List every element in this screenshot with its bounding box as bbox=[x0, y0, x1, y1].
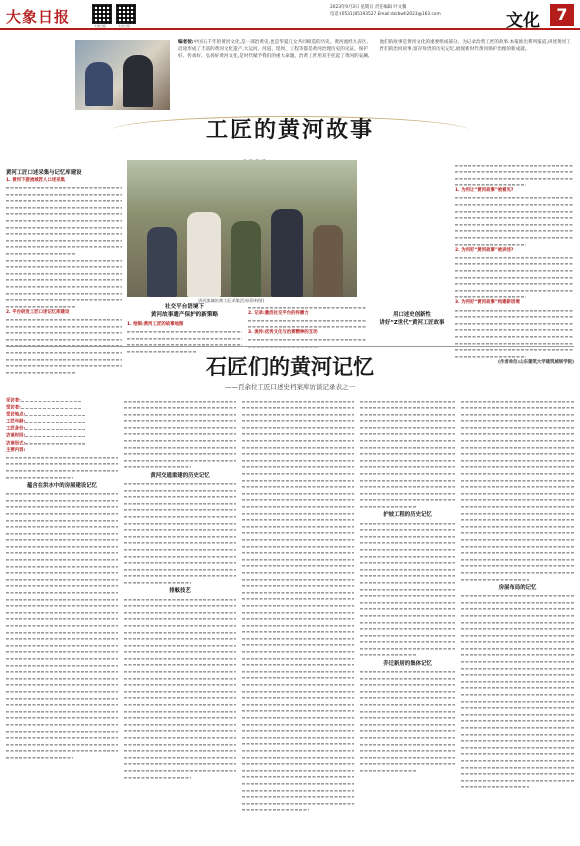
subheading: 1. 绘制:黄河工匠的故事地图 bbox=[127, 322, 184, 327]
person-figure bbox=[313, 225, 343, 297]
author-note: (作者单位:山东建筑大学建筑城规学院) bbox=[497, 359, 574, 365]
section-heading: 护坡工程的历史记忆 bbox=[383, 512, 432, 519]
editor-note bbox=[178, 40, 573, 60]
profile-label: 工匠年龄: bbox=[6, 419, 26, 425]
profile-label: 访谈时间: bbox=[6, 433, 26, 439]
editor-note-label: 编者按: bbox=[178, 40, 194, 45]
second-col-1 bbox=[6, 398, 118, 761]
section-divider bbox=[6, 346, 574, 347]
subheading: 3. 为何好“黄河故事”构建新语境 bbox=[455, 300, 520, 306]
person-figure bbox=[271, 209, 303, 297]
subheading: 1. 黄河下游流域匠人口述采集 bbox=[6, 178, 65, 183]
section-heading: 排舷技艺 bbox=[169, 588, 191, 595]
profile-label: 受访地点: bbox=[6, 412, 26, 418]
subheading: 2. 为何好“黄河故事”被讲述? bbox=[455, 247, 514, 253]
section-heading: 蕴含在洪水中的房屋建设记忆 bbox=[26, 482, 98, 489]
subheading: 2. 记录:激活社交平台的传播力 bbox=[248, 310, 309, 316]
second-col-5 bbox=[461, 398, 574, 790]
qr-code-icon bbox=[92, 4, 112, 24]
second-col-3 bbox=[242, 398, 354, 813]
editor-note-text: 中国五千年的黄河文化,是一部治黄史,也是华夏儿女共同缔造的历史。黄河流经九省区,沿途形成了丰富的黄河文化遗产,大运河、河道、堤坝、工程等都是黄河治理历史的见证。保护好、传承好、弘扬好黄河文化,是时代赋予我们的重大命题。治黄工匠用双手托起了黄河的安澜,他们的故事是黄河文化的重要组成部分。为记录治黄工匠的故事,本报推出系列报道,讲述黄河工匠们的治河故事,留存珍贵的历史记忆,展现新时代黄河保护治理的新成就。 bbox=[178, 40, 571, 59]
header-info bbox=[330, 4, 490, 18]
person-figure bbox=[231, 221, 261, 297]
subheading: 1. 为何让“黄河故事”被看见? bbox=[455, 188, 514, 194]
newspaper-logo: 大象日报 bbox=[6, 8, 71, 26]
right-column bbox=[455, 162, 574, 366]
left-column bbox=[6, 168, 122, 376]
masthead bbox=[0, 0, 580, 30]
second-col-4 bbox=[360, 398, 455, 774]
article-banner bbox=[80, 110, 500, 155]
person-figure bbox=[187, 212, 221, 297]
subheading: 3. 流传:优秀文化与治黄精神的互动 bbox=[248, 330, 318, 336]
second-article-subtitle: ——百余位工匠口述史档案库访谈记录表之一 bbox=[225, 383, 355, 391]
section-heading: 房屋布局的记忆 bbox=[498, 584, 537, 591]
section-heading: 社交平台语境下 黄河故事遗产保护的新策略 bbox=[150, 304, 219, 318]
header-date-line: 2023年9月3日 星期日 责任编辑 叶文馨 bbox=[330, 5, 407, 10]
section-heading: 用口述史创新性 讲好“Z世代”黄河工匠故事 bbox=[379, 312, 445, 326]
person-figure bbox=[147, 227, 177, 297]
profile-label: 受访者: bbox=[6, 405, 21, 411]
qr-label: 大象日报 bbox=[94, 24, 107, 28]
section-title: 文化 bbox=[506, 11, 540, 31]
profile-label: 工匠身份: bbox=[6, 426, 26, 432]
second-article-title: 石匠们的黄河记忆 bbox=[206, 354, 374, 379]
subheading: 2. 平台研发工匠口述记忆库建设 bbox=[6, 309, 70, 315]
person-figure bbox=[123, 55, 153, 107]
section-heading: 黄河交通重建的历史记忆 bbox=[150, 472, 210, 479]
profile-label: 访谈形式: bbox=[6, 441, 26, 447]
section-heading: 黄河工匠口述采集与记忆库建设 bbox=[6, 170, 82, 176]
qr-label: 大众日报 bbox=[118, 24, 131, 28]
page-number: 7 bbox=[550, 4, 574, 26]
middle-column-2 bbox=[248, 304, 366, 350]
profile-label: 主要内容: bbox=[6, 447, 26, 453]
header-contact-line: 电话:(0531)85193527 Email:dzrbwh2023@163.com bbox=[330, 12, 441, 17]
intro-photo bbox=[75, 40, 170, 110]
person-figure bbox=[85, 62, 113, 106]
photo-caption: 济河流域治黄工匠采集活动(资料图) bbox=[198, 298, 265, 303]
profile-label: 采访者: bbox=[6, 398, 21, 404]
main-photo bbox=[127, 160, 357, 297]
section-heading: 乔迁新居的集体记忆 bbox=[383, 660, 432, 667]
second-col-2 bbox=[124, 398, 236, 781]
qr-code-icon bbox=[116, 4, 136, 24]
article-title: 工匠的黄河故事 bbox=[205, 117, 374, 143]
